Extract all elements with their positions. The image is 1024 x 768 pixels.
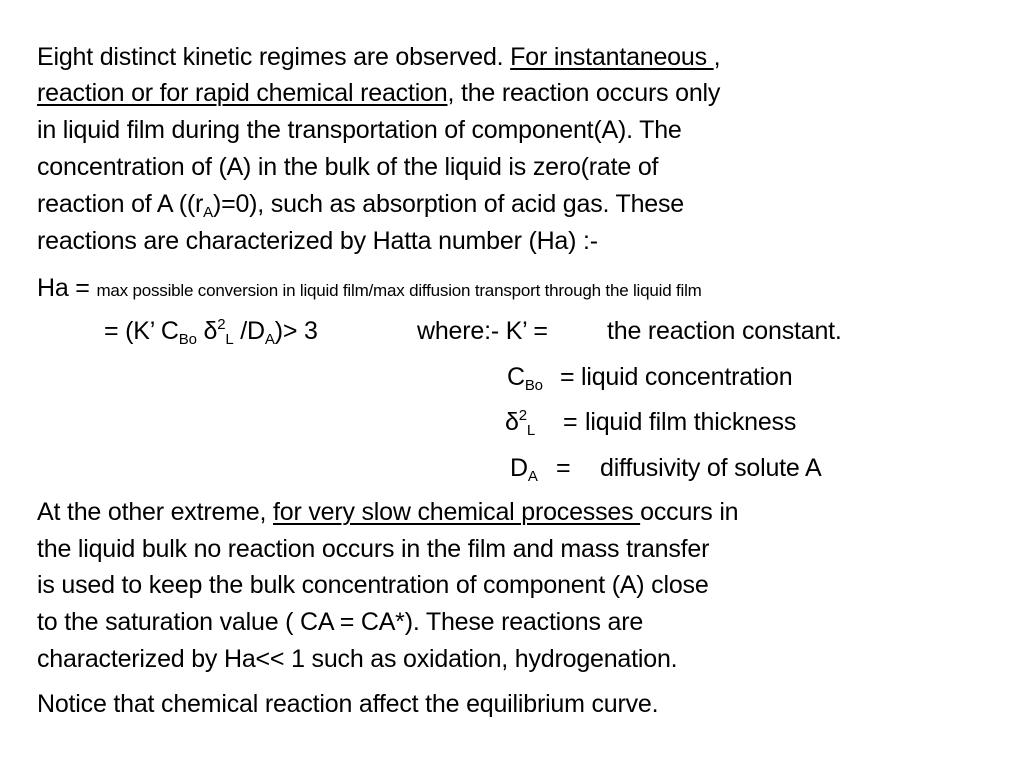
subscript: Bo <box>178 331 197 348</box>
text: reaction of A ((r <box>37 190 204 218</box>
paragraph-1-line-3: in liquid film during the transportation of component(A). The <box>37 116 682 144</box>
k-description: the reaction constant. <box>607 317 842 345</box>
def-cbo-eq: = <box>560 363 575 391</box>
paragraph-3-line-1: Notice that chemical reaction affect the equilibrium curve. <box>37 690 659 718</box>
paragraph-2-line-5: characterized by Ha<< 1 such as oxidation, hydrogenation. <box>37 645 678 673</box>
def-delta-eq: = <box>563 408 578 436</box>
where-label: where:- K’ = <box>417 317 548 345</box>
text: Eight distinct kinetic regimes are observed. <box>37 43 511 71</box>
formula-part: /D <box>233 317 265 345</box>
formula-part: = (K’ C <box>104 317 179 345</box>
def-cbo <box>507 359 543 395</box>
paragraph-1-line-5 <box>37 186 684 222</box>
def-da-desc: diffusivity of solute A <box>600 454 822 482</box>
paragraph-1-line-4: concentration of (A) in the bulk of the liquid is zero(rate of <box>37 153 659 181</box>
hatta-definition <box>37 270 702 309</box>
paragraph-1-line-6: reactions are characterized by Hatta number (Ha) :- <box>37 227 598 255</box>
superscript: 2 <box>518 407 527 424</box>
text: occurs in <box>640 498 739 526</box>
subscript: L <box>526 422 536 439</box>
subscript: A <box>264 331 275 348</box>
def-delta-desc: liquid film thickness <box>585 408 797 436</box>
def-da-eq: = <box>556 454 571 482</box>
def-cbo-desc: liquid concentration <box>581 363 793 391</box>
text: , the reaction occurs only <box>447 79 721 107</box>
def-da <box>510 450 538 486</box>
paragraph-1-line-1 <box>37 39 720 75</box>
paragraph-1-line-2 <box>37 75 720 111</box>
subscript: A <box>527 468 538 485</box>
underlined-text: For instantaneous <box>510 43 714 71</box>
paragraph-2-line-1 <box>37 494 738 530</box>
subscript: L <box>225 331 234 348</box>
formula-part: )> 3 <box>274 317 318 345</box>
formula-part: δ <box>196 317 218 345</box>
subscript: A <box>203 204 213 221</box>
text: )=0), such as absorption of acid gas. These <box>212 190 685 218</box>
superscript: 2 <box>217 316 226 333</box>
text: At the other extreme, <box>37 498 273 526</box>
hatta-formula <box>104 313 318 349</box>
symbol: D <box>510 454 528 482</box>
symbol: δ <box>505 408 519 436</box>
subscript: Bo <box>524 377 543 394</box>
paragraph-2-line-4: to the saturation value ( CA = CA*). These reactions are <box>37 608 644 636</box>
def-delta <box>505 404 535 440</box>
text: , <box>713 43 721 71</box>
ha-definition-text: max possible conversion in liquid film/max diffusion transport through the liquid film <box>96 281 702 300</box>
symbol: C <box>507 363 525 391</box>
paragraph-2-line-2: the liquid bulk no reaction occurs in the film and mass transfer <box>37 535 710 563</box>
ha-lhs: Ha = <box>37 274 97 302</box>
underlined-text: for very slow chemical processes <box>273 498 641 526</box>
paragraph-2-line-3: is used to keep the bulk concentration of component (A) close <box>37 571 709 599</box>
underlined-text: reaction or for rapid chemical reaction <box>37 79 448 107</box>
